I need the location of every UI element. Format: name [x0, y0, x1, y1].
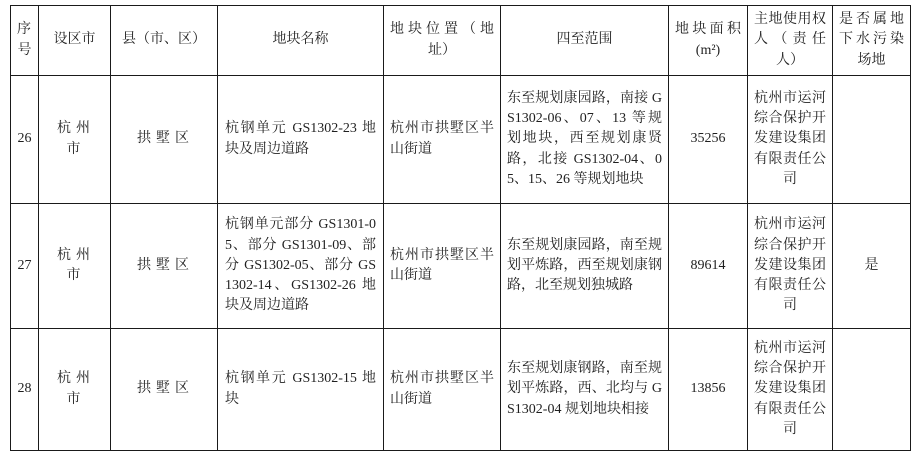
cell-plot-name: 杭钢单元 GS1302-23 地块及周边道路	[218, 76, 384, 204]
column-header-city: 设区市	[39, 6, 111, 76]
cell-city: 杭州市	[39, 76, 111, 204]
cell-bounds: 东至规划康园路，南至规划平炼路，西至规划康钢路，北至规划独城路	[501, 204, 669, 329]
cell-city: 杭州市	[39, 329, 111, 451]
cell-owner: 杭州市运河综合保护开发建设集团有限责任公司	[748, 204, 833, 329]
cell-bounds: 东至规划康园路，南接 GS1302-06、07、13 等规划地块，西至规划康贤路，北接 GS1302-04、05、15、26 等规划地块	[501, 76, 669, 204]
cell-serial: 28	[11, 329, 39, 451]
land-parcel-table	[10, 5, 911, 451]
column-header-serial: 序号	[11, 6, 39, 76]
column-header-owner: 主地使用权人（责任人）	[748, 6, 833, 76]
cell-serial: 27	[11, 204, 39, 329]
cell-pollution: 是	[833, 204, 911, 329]
column-header-bounds: 四至范围	[501, 6, 669, 76]
cell-owner: 杭州市运河综合保护开发建设集团有限责任公司	[748, 76, 833, 204]
table-header-row	[11, 6, 911, 76]
table-row	[11, 76, 911, 204]
column-header-county: 县（市、区）	[111, 6, 218, 76]
cell-area: 35256	[669, 76, 748, 204]
cell-pollution	[833, 329, 911, 451]
cell-city: 杭州市	[39, 204, 111, 329]
cell-plot-name: 杭钢单元 GS1302-15 地块	[218, 329, 384, 451]
column-header-pollution: 是否属地下水污染场地	[833, 6, 911, 76]
table-row	[11, 204, 911, 329]
cell-serial: 26	[11, 76, 39, 204]
cell-area: 13856	[669, 329, 748, 451]
column-header-plot-name: 地块名称	[218, 6, 384, 76]
cell-location: 杭州市拱墅区半山街道	[384, 329, 501, 451]
cell-plot-name: 杭钢单元部分 GS1301-05、部分 GS1301-09、部分 GS1302-05、部分 GS1302-14、GS1302-26 地块及周边道路	[218, 204, 384, 329]
cell-location: 杭州市拱墅区半山街道	[384, 76, 501, 204]
cell-bounds: 东至规划康钢路，南至规划平炼路，西、北均与 GS1302-04 规划地块相接	[501, 329, 669, 451]
cell-county: 拱墅区	[111, 76, 218, 204]
cell-county: 拱墅区	[111, 329, 218, 451]
column-header-location: 地块位置（地址）	[384, 6, 501, 76]
table-row	[11, 329, 911, 451]
cell-area: 89614	[669, 204, 748, 329]
column-header-area: 地块面积(m²)	[669, 6, 748, 76]
cell-county: 拱墅区	[111, 204, 218, 329]
cell-owner: 杭州市运河综合保护开发建设集团有限责任公司	[748, 329, 833, 451]
cell-pollution	[833, 76, 911, 204]
cell-location: 杭州市拱墅区半山街道	[384, 204, 501, 329]
